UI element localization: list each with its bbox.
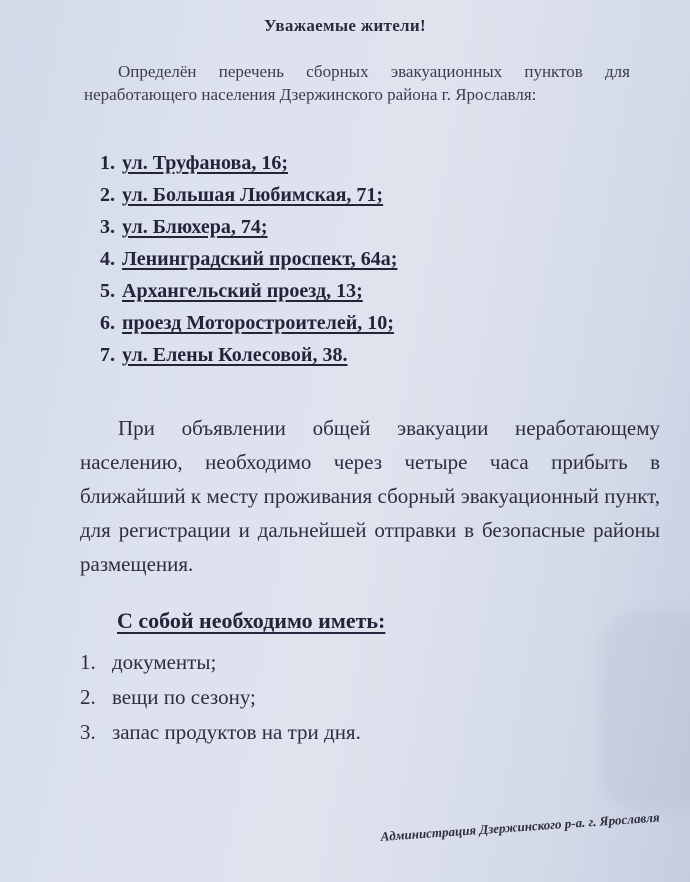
- item-text: вещи по сезону;: [112, 685, 256, 709]
- item-number: 5.: [100, 280, 115, 302]
- address-text: Ленинградский проспект, 64а;: [122, 248, 398, 270]
- address-text: ул. Елены Колесовой, 38.: [122, 344, 348, 366]
- evacuation-points-list: [100, 147, 397, 371]
- list-item: [100, 243, 397, 275]
- item-number: 4.: [100, 248, 115, 270]
- intro-paragraph: [84, 60, 630, 106]
- item-number: 7.: [100, 344, 115, 366]
- list-item: [100, 211, 397, 243]
- bring-list: [80, 645, 361, 750]
- list-item: [80, 645, 361, 680]
- intro-text: Определён перечень сборных эвакуационных пунктов для неработающего населения Дзержинского района г. Ярославля:: [84, 62, 630, 104]
- item-number: 6.: [100, 312, 115, 334]
- list-item: [80, 715, 361, 750]
- item-number: 2.: [80, 685, 96, 709]
- item-number: 2.: [100, 184, 115, 206]
- item-number: 3.: [80, 720, 96, 744]
- item-number: 3.: [100, 216, 115, 238]
- list-item: [100, 147, 397, 179]
- item-number: 1.: [80, 650, 96, 674]
- item-text: документы;: [112, 650, 217, 674]
- address-text: ул. Труфанова, 16;: [122, 152, 288, 174]
- list-item: [100, 339, 397, 371]
- instructions-paragraph: [80, 411, 660, 581]
- reverse-side-bleed: [600, 610, 690, 810]
- address-text: Архангельский проезд, 13;: [122, 280, 363, 302]
- notice-title: Уважаемые жители!: [264, 16, 426, 35]
- list-item: [80, 680, 361, 715]
- signature: Администрация Дзержинского р-а. г. Ярославля: [380, 809, 661, 844]
- item-number: 1.: [100, 152, 115, 174]
- item-text: запас продуктов на три дня.: [112, 720, 361, 744]
- list-item: [100, 179, 397, 211]
- address-text: ул. Большая Любимская, 71;: [122, 184, 384, 206]
- list-item: [100, 307, 397, 339]
- address-text: проезд Моторостроителей, 10;: [122, 312, 394, 334]
- bring-heading: С собой необходимо иметь:: [117, 608, 386, 633]
- list-item: [100, 275, 397, 307]
- address-text: ул. Блюхера, 74;: [122, 216, 268, 238]
- instructions-text: При объявлении общей эвакуации неработающему населению, необходимо через четыре часа прибыть в ближайший к месту проживания сборный эвакуационный пункт, для регистрации и дальнейшей отправки в безопасные районы размещения.: [80, 416, 660, 576]
